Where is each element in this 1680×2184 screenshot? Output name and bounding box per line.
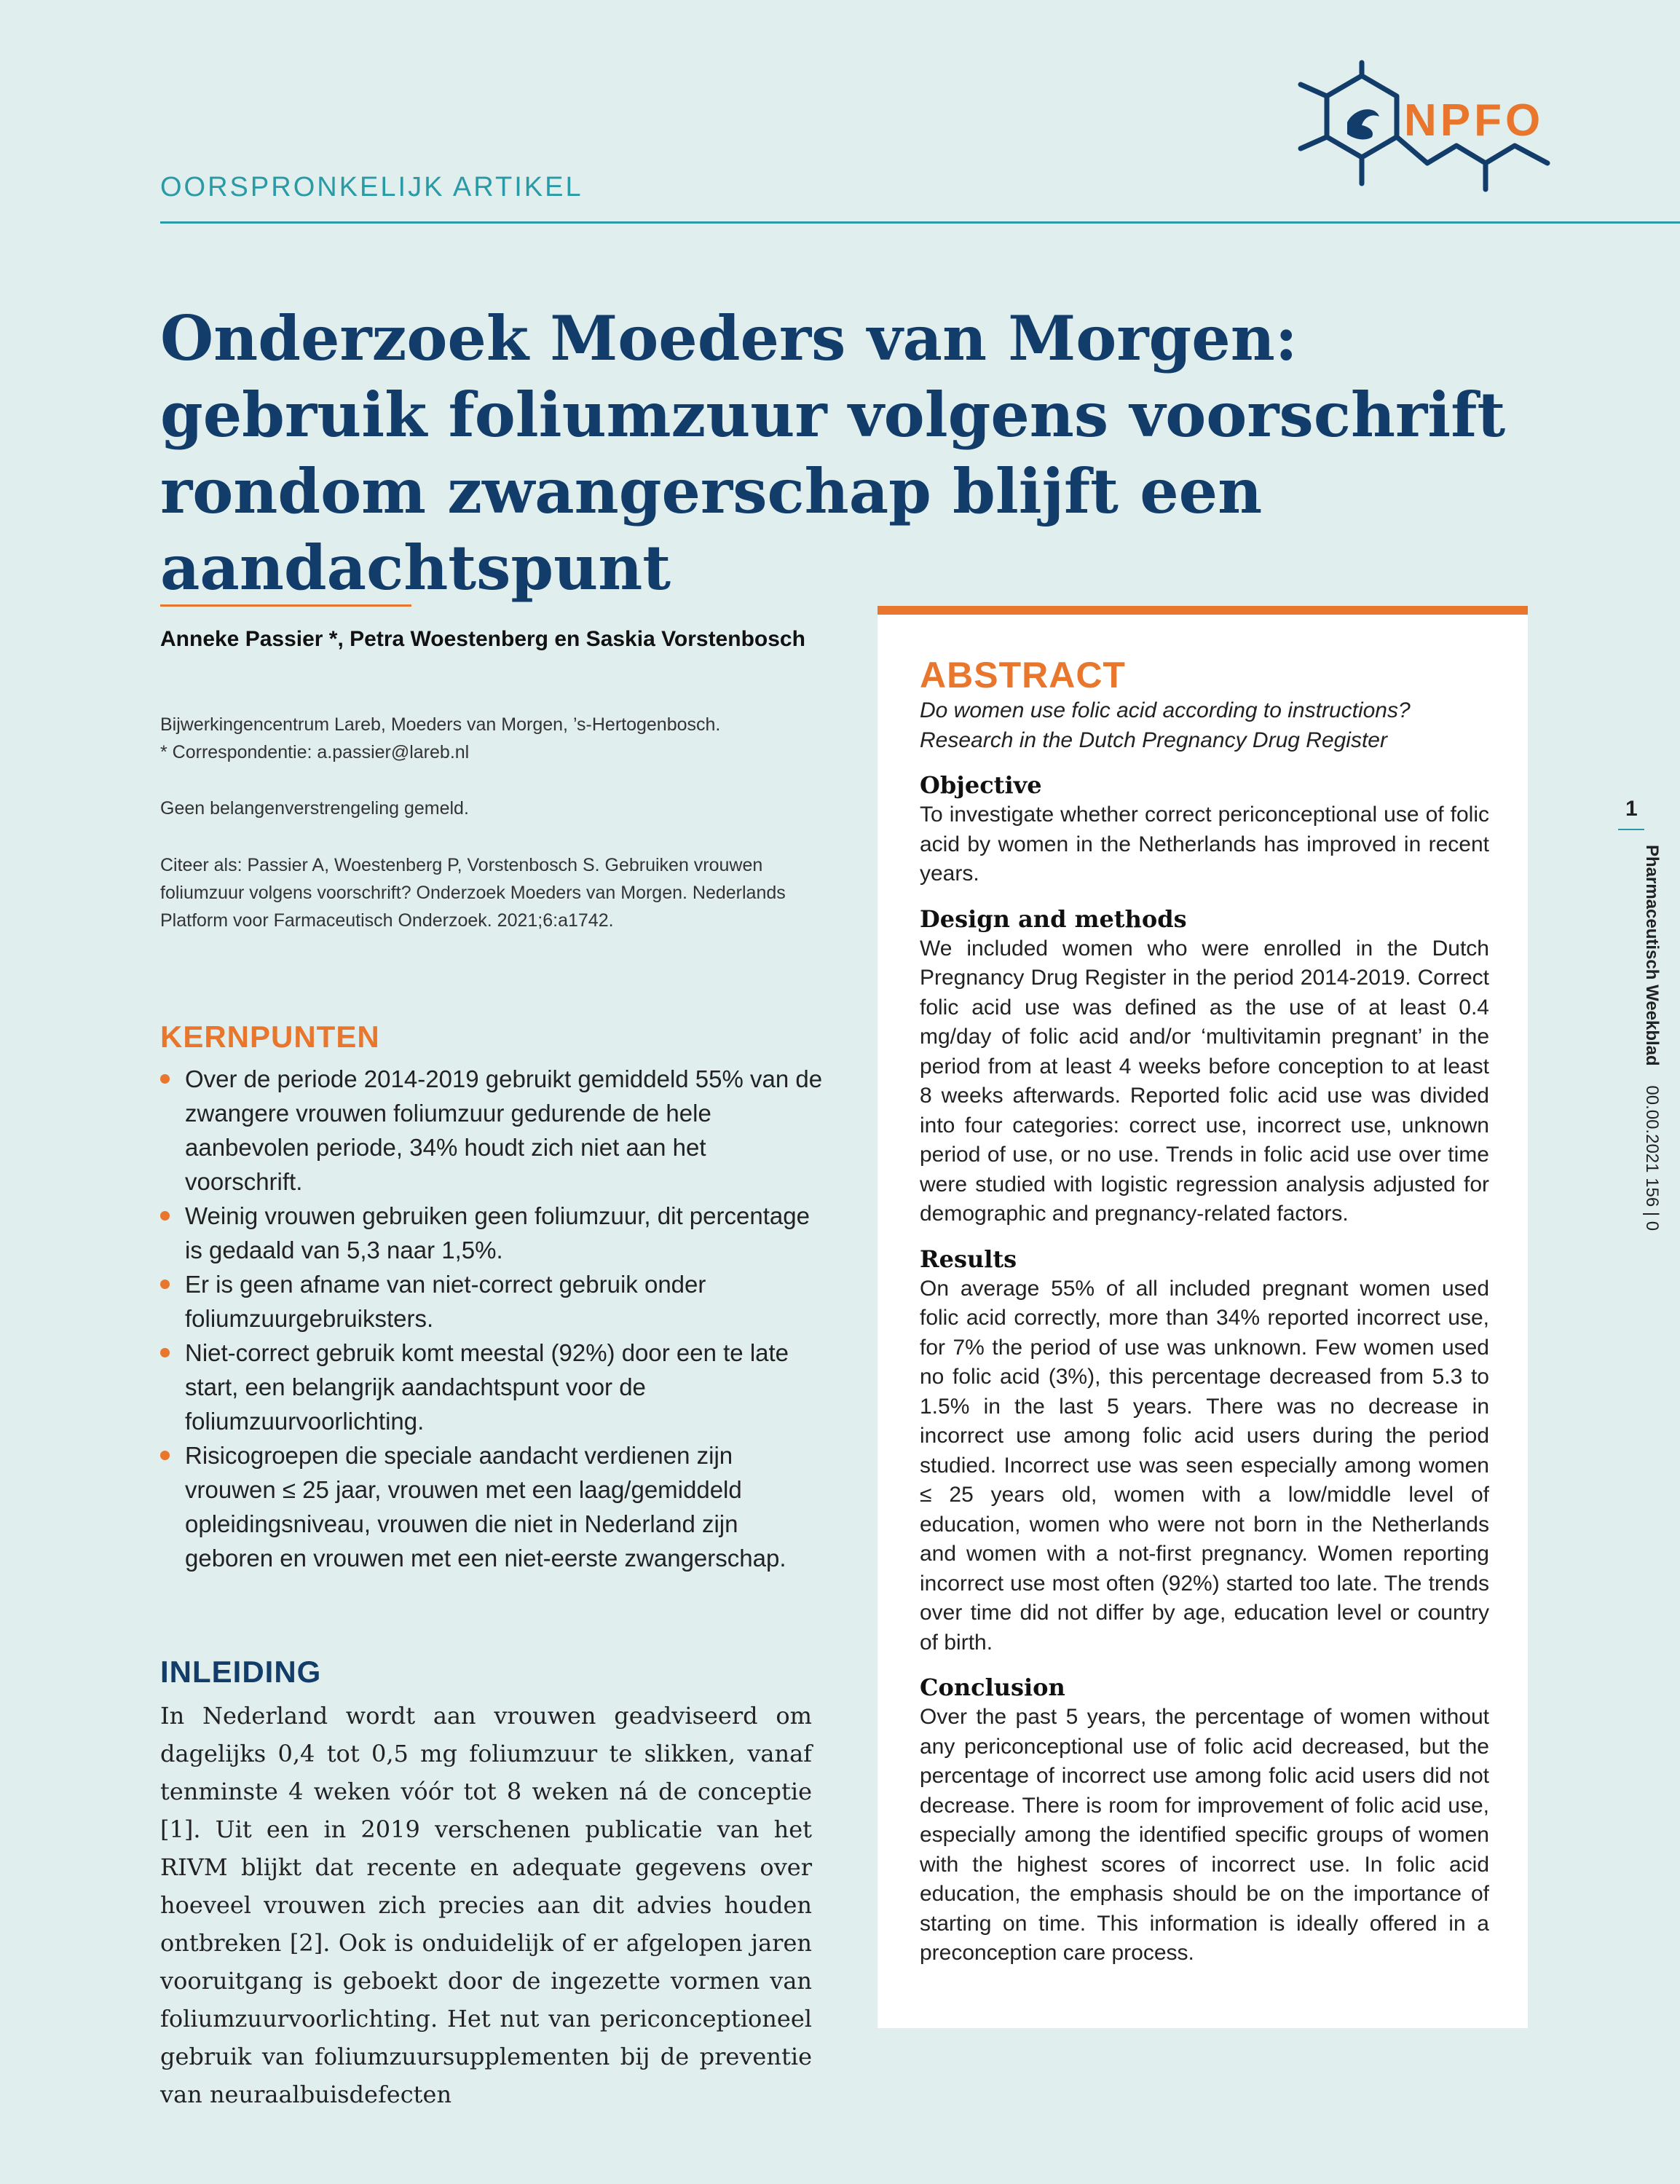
list-item: Risicogroepen die speciale aandacht verdienen zijn vrouwen ≤ 25 jaar, vrouwen met een laag/gemiddeld opleidingsniveau, vrouwen die niet in Nederland zijn geboren en vrouwen met een niet-eerste zwangerschap. bbox=[160, 1438, 830, 1575]
header-divider bbox=[160, 221, 1680, 224]
list-item: Er is geen afname van niet-correct gebruik onder foliumzuurgebruiksters. bbox=[160, 1267, 830, 1336]
citation: Citeer als: Passier A, Woestenberg P, Vorstenbosch S. Gebruiken vrouwen foliumzuur volgens voorschrift? Onderzoek Moeders van Morgen. Nederlands Platform voor Farmaceutisch Onderzoek. 2021;6:a1742. bbox=[160, 855, 786, 931]
list-item: Niet-correct gebruik komt meestal (92%) door een te late start, een belangrijk aandachtspunt voor de foliumzuurvoorlichting. bbox=[160, 1336, 830, 1438]
abstract-subtitle: Do women use folic acid according to instructions? Research in the Dutch Pregnancy Drug Register bbox=[920, 698, 1411, 752]
objective-heading: Objective bbox=[920, 771, 1042, 799]
abstract-box bbox=[878, 606, 1528, 2028]
affiliation-block bbox=[160, 711, 816, 766]
correspondence: * Correspondentie: a.passier@lareb.nl bbox=[160, 742, 470, 762]
journal-name: Pharmaceutisch Weekblad bbox=[1642, 845, 1662, 1066]
kernpunten-heading: KERNPUNTEN bbox=[160, 1020, 380, 1054]
objective-text: To investigate whether correct periconceptional use of folic acid by women in the Netherlands has improved in recent years. bbox=[920, 803, 1489, 886]
kernpunten-list bbox=[160, 1062, 830, 1575]
affiliation: Bijwerkingencentrum Lareb, Moeders van Morgen, ’s-Hertogenbosch. bbox=[160, 714, 721, 735]
logo-text: NPFO bbox=[1404, 95, 1545, 146]
list-item: Weinig vrouwen gebruiken geen foliumzuur, dit percentage is gedaald van 5,3 naar 1,5%. bbox=[160, 1199, 830, 1267]
npfo-logo bbox=[1296, 60, 1558, 198]
section-label: OORSPRONKELIJK ARTIKEL bbox=[160, 172, 583, 202]
inleiding-text: In Nederland wordt aan vrouwen geadviseerd om dagelijks 0,4 tot 0,5 mg foliumzuur te slikken, vanaf tenminste 4 weken vóór tot 8 weken ná de conceptie [1]. Uit een in 2019 verschenen publicatie van het RIVM blijkt dat recente en adequate gegevens over hoeveel vrouwen zich precies aan dit advies houden ontbreken [2]. Ook is onduidelijk of er afgelopen jaren vooruitgang is geboekt door de ingezette vormen van foliumzuurvoorlichting. Het nut van periconceptioneel gebruik van foliumzuursupplementen bij de preventie van neuraalbuisdefecten bbox=[160, 1702, 812, 2108]
page-number-rule bbox=[1618, 829, 1644, 830]
results-text: On average 55% of all included pregnant women used folic acid correctly, more than 34% reported incorrect use, for 7% the period of use was unknown. Few women used no folic acid (3%), this percentage decreased from 5.3 to 1.5% in the last 5 years. There was no decrease in incorrect use among folic acid users during the period studied. Incorrect use was seen especially among women ≤ 25 years old, women with a low/middle level of education, women who were not born in the Netherlands and women with a not-first pregnancy. Women reporting incorrect use most often (92%) started too late. The trends over time did not differ by age, education level or country of birth. bbox=[920, 1276, 1489, 1655]
design-text: We included women who were enrolled in the Dutch Pregnancy Drug Register in the period 2014-2019. Correct folic acid use was defined as the use of at least 0.4 mg/day of folic acid and/or ‘multivitamin pregnant’ in the period from at least 4 weeks before conception to at least 8 weeks afterwards. Reported folic acid use was divided into four categories: correct use, incorrect use, unknown period of use, or no use. Trends in folic acid use over time were studied with logistic regression analysis adjusted for demographic and pregnancy-related factors. bbox=[920, 936, 1489, 1226]
list-item: Over de periode 2014-2019 gebruikt gemiddeld 55% van de zwangere vrouwen foliumzuur gedurende de hele aanbevolen periode, 34% houdt zich niet aan het voorschrift. bbox=[160, 1062, 830, 1199]
abstract-heading: ABSTRACT bbox=[920, 655, 1126, 695]
authors: Anneke Passier *, Petra Woestenberg en Saskia Vorstenbosch bbox=[160, 627, 805, 651]
conclusion-text: Over the past 5 years, the percentage of women without any periconceptional use of folic acid decreased, but the percentage of incorrect use among folic acid users did not decrease. There is room for improvement of folic acid use, especially among the identified specific groups of women with the highest scores of incorrect use. In folic acid education, the emphasis should be on the importance of starting on time. This information is ideally offered in a preconception care process. bbox=[920, 1705, 1489, 1965]
inleiding-heading: INLEIDING bbox=[160, 1655, 322, 1689]
authors-divider bbox=[160, 604, 411, 607]
conclusion-heading: Conclusion bbox=[920, 1674, 1065, 1701]
journal-sidebar bbox=[1641, 845, 1662, 1231]
page-number: 1 bbox=[1625, 797, 1638, 821]
article-title: Onderzoek Moeders van Morgen: gebruik foliumzuur volgens voorschrift rondom zwangerschap blijft een aandachtspunt bbox=[160, 302, 1506, 604]
issue-info: 00.00.2021 156 | 0 bbox=[1642, 1085, 1662, 1231]
design-heading: Design and methods bbox=[920, 904, 1187, 933]
results-heading: Results bbox=[920, 1245, 1017, 1273]
conflict-statement: Geen belangenverstrengeling gemeld. bbox=[160, 798, 469, 819]
